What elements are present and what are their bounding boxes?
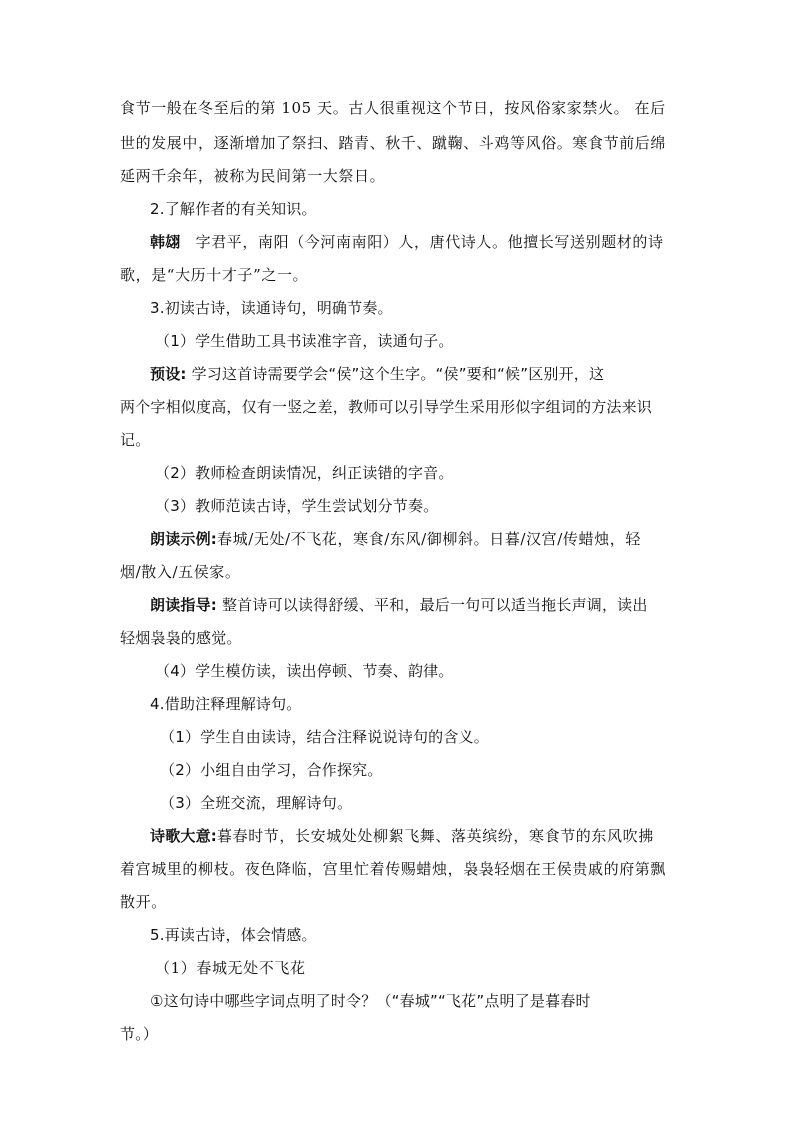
section-heading: 3.初读古诗，读通诗句，明确节奏。 xyxy=(150,299,393,317)
text-line: 两个字相似度高，仅有一竖之差，教师可以引导学生采用形似字组词的方法来识 xyxy=(120,398,653,416)
text-line: 延两千余年，被称为民间第一大祭日。 xyxy=(120,167,386,185)
section-heading: 2.了解作者的有关知识。 xyxy=(150,200,317,218)
section-heading: 5.再读古诗，体会情感。 xyxy=(150,926,317,944)
author-name-label: 韩翃 xyxy=(150,233,181,251)
preset-text: 学习这首诗需要学会“侯”这个生字。“侯”要和“候”区别开，这 xyxy=(191,365,605,383)
step-item: （3）教师范读古诗，学生尝试划分节奏。 xyxy=(155,497,439,515)
poem-meaning-text: 暮春时节，长安城处处柳絮飞舞、落英缤纷，寒食节的东风吹拂 xyxy=(217,827,654,845)
step-item: （4）学生模仿读，读出停顿、节奏、韵律。 xyxy=(155,662,454,680)
poem-meaning-label: 诗歌大意: xyxy=(150,827,217,845)
poem-meaning-line xyxy=(150,826,706,846)
author-description: 字君平，南阳（今河南南阳）人，唐代诗人。他擅长写送别题材的诗 xyxy=(195,233,664,251)
poem-line-heading: （1）春城无处不飞花 xyxy=(155,959,306,977)
reading-example-label: 朗读示例: xyxy=(150,530,217,548)
reading-guide-text: 整首诗可以读得舒缓、平和，最后一句可以适当拖长声调，读出 xyxy=(221,596,648,614)
preset-label: 预设: xyxy=(150,365,187,383)
reading-example-text: 春城/无处/不飞花，寒食/东风/御柳斜。日暮/汉宫/传蜡烛，轻 xyxy=(217,530,641,548)
step-item: （2）小组自由学习，合作探究。 xyxy=(160,761,383,779)
text-line: 着宫城里的柳枝。夜色降临，宫里忙着传赐蜡烛，袅袅轻烟在王侯贵戚的府第飘 xyxy=(120,860,667,878)
text-line: 记。 xyxy=(120,431,151,449)
text-line: 节。） xyxy=(120,1025,159,1043)
text-line: 世的发展中，逐渐增加了祭扫、踏青、秋千、蹴鞠、斗鸡等风俗。寒食节前后绵 xyxy=(120,134,667,152)
reading-guide-line xyxy=(150,595,706,615)
text-line: 散开。 xyxy=(120,893,167,911)
step-item: （3）全班交流，理解诗句。 xyxy=(160,794,353,812)
section-heading: 4.借助注释理解诗句。 xyxy=(150,695,302,713)
question-line: ①这句诗中哪些字词点明了时令？（“春城”“飞花”点明了是暮春时 xyxy=(150,992,591,1010)
step-item: （1）学生自由读诗，结合注释说说诗句的含义。 xyxy=(160,728,489,746)
reading-example-line xyxy=(150,529,706,549)
text-line: 烟/散入/五侯家。 xyxy=(120,563,241,581)
text-line: 食节一般在冬至后的第 105 天。古人很重视这个节日，按风俗家家禁火。 在后 xyxy=(120,99,666,117)
text-line: 歌，是“大历十才子”之一。 xyxy=(120,266,309,284)
author-line xyxy=(150,232,706,252)
step-item: （2）教师检查朗读情况，纠正读错的字音。 xyxy=(155,464,454,482)
preset-line xyxy=(150,364,706,384)
step-item: （1）学生借助工具书读准字音，读通句子。 xyxy=(155,332,454,350)
text-line: 轻烟袅袅的感觉。 xyxy=(120,629,242,647)
reading-guide-label: 朗读指导: xyxy=(150,596,217,614)
